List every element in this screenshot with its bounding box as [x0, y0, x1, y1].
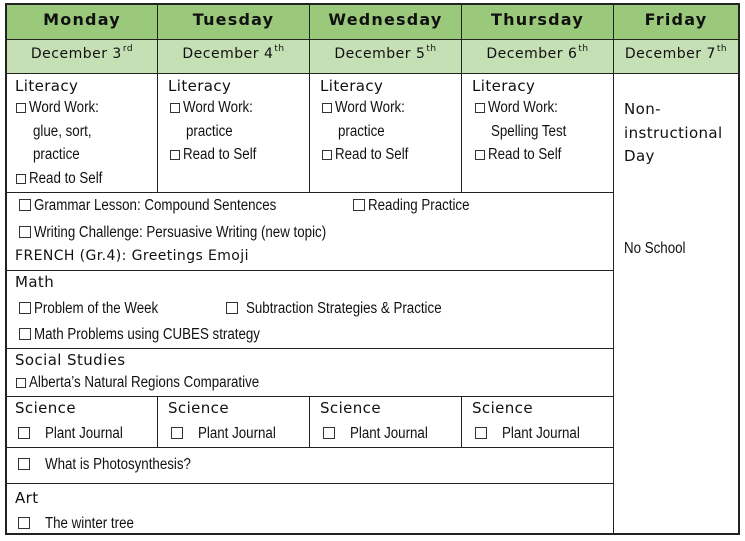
date-friday: December 7th [613, 39, 738, 73]
literacy-mon-detail1: glue, sort, [33, 123, 92, 140]
plant-journal-thu: Plant Journal [502, 425, 580, 442]
literacy-monday [7, 73, 157, 192]
literacy-label: Literacy [472, 77, 536, 95]
cubes-strategy: Math Problems using CUBES strategy [34, 326, 260, 343]
literacy-mon-detail2: practice [33, 146, 80, 163]
checkbox-icon[interactable] [475, 103, 485, 113]
language-row [7, 192, 613, 270]
date-tuesday: December 4th [157, 39, 309, 73]
literacy-mon-read: Read to Self [29, 170, 103, 187]
weekly-schedule-table [5, 3, 740, 535]
date-wednesday: December 5th [309, 39, 461, 73]
literacy-wednesday [309, 73, 461, 192]
literacy-wed-read: Read to Self [335, 146, 409, 163]
reading-practice: Reading Practice [368, 197, 470, 214]
literacy-label: Literacy [168, 77, 232, 95]
art-label: Art [15, 489, 39, 507]
french-lesson: FRENCH (Gr.4): Greetings Emoji [15, 248, 249, 264]
winter-tree: The winter tree [45, 515, 134, 532]
checkbox-icon[interactable] [19, 328, 31, 340]
what-is-photosynthesis: What is Photosynthesis? [45, 456, 191, 473]
checkbox-icon[interactable] [353, 199, 365, 211]
literacy-thursday [461, 73, 613, 192]
checkbox-icon[interactable] [16, 103, 26, 113]
date-monday: December 3rd [7, 39, 157, 73]
problem-of-the-week: Problem of the Week [34, 300, 159, 317]
header-friday: Friday [613, 5, 738, 39]
literacy-tue-word-work: Word Work: [183, 99, 253, 116]
alberta-regions: Alberta’s Natural Regions Comparative [29, 374, 260, 391]
checkbox-icon[interactable] [19, 199, 31, 211]
checkbox-icon[interactable] [170, 103, 180, 113]
checkbox-icon[interactable] [18, 427, 30, 439]
checkbox-icon[interactable] [323, 427, 335, 439]
checkbox-icon[interactable] [322, 150, 332, 160]
plant-journal-mon: Plant Journal [45, 425, 123, 442]
social-studies-row [7, 348, 613, 396]
checkbox-icon[interactable] [18, 458, 30, 470]
friday-line3: Day [624, 147, 655, 165]
writing-challenge: Writing Challenge: Persuasive Writing (new topic) [34, 224, 327, 241]
literacy-wed-word-work: Word Work: [335, 99, 405, 116]
header-wednesday: Wednesday [309, 5, 461, 39]
header-monday: Monday [7, 5, 157, 39]
science-label: Science [168, 399, 229, 417]
literacy-thu-read: Read to Self [488, 146, 562, 163]
checkbox-icon[interactable] [171, 427, 183, 439]
date-thursday: December 6th [461, 39, 613, 73]
checkbox-icon[interactable] [170, 150, 180, 160]
plant-journal-tue: Plant Journal [198, 425, 276, 442]
art-row [7, 483, 613, 535]
literacy-tue-read: Read to Self [183, 146, 257, 163]
checkbox-icon[interactable] [475, 150, 485, 160]
checkbox-icon[interactable] [475, 427, 487, 439]
science-label: Science [320, 399, 381, 417]
science-label: Science [472, 399, 533, 417]
subtraction-strategies: Subtraction Strategies & Practice [246, 300, 442, 317]
header-tuesday: Tuesday [157, 5, 309, 39]
plant-journal-wed: Plant Journal [350, 425, 428, 442]
header-thursday: Thursday [461, 5, 613, 39]
literacy-tue-detail1: practice [186, 123, 233, 140]
checkbox-icon[interactable] [16, 174, 26, 184]
science-tuesday [157, 396, 309, 447]
literacy-thu-word-work: Word Work: [488, 99, 558, 116]
science-label: Science [15, 399, 76, 417]
checkbox-icon[interactable] [19, 302, 31, 314]
social-studies-label: Social Studies [15, 351, 126, 369]
grammar-lesson: Grammar Lesson: Compound Sentences [34, 197, 277, 214]
science-wednesday [309, 396, 461, 447]
literacy-label: Literacy [15, 77, 79, 95]
checkbox-icon[interactable] [226, 302, 238, 314]
science-monday [7, 396, 157, 447]
friday-no-school: No School [624, 240, 686, 257]
friday-line2: instructional [624, 124, 723, 142]
literacy-mon-word-work: Word Work: [29, 99, 99, 116]
friday-column [613, 73, 738, 535]
checkbox-icon[interactable] [322, 103, 332, 113]
literacy-thu-detail1: Spelling Test [491, 123, 567, 140]
checkbox-icon[interactable] [16, 378, 26, 388]
math-label: Math [15, 273, 55, 291]
photosynthesis-row [7, 447, 613, 483]
science-thursday [461, 396, 613, 447]
literacy-label: Literacy [320, 77, 384, 95]
checkbox-icon[interactable] [18, 517, 30, 529]
friday-line1: Non- [624, 100, 661, 118]
literacy-tuesday [157, 73, 309, 192]
literacy-wed-detail1: practice [338, 123, 385, 140]
checkbox-icon[interactable] [19, 226, 31, 238]
math-row [7, 270, 613, 348]
